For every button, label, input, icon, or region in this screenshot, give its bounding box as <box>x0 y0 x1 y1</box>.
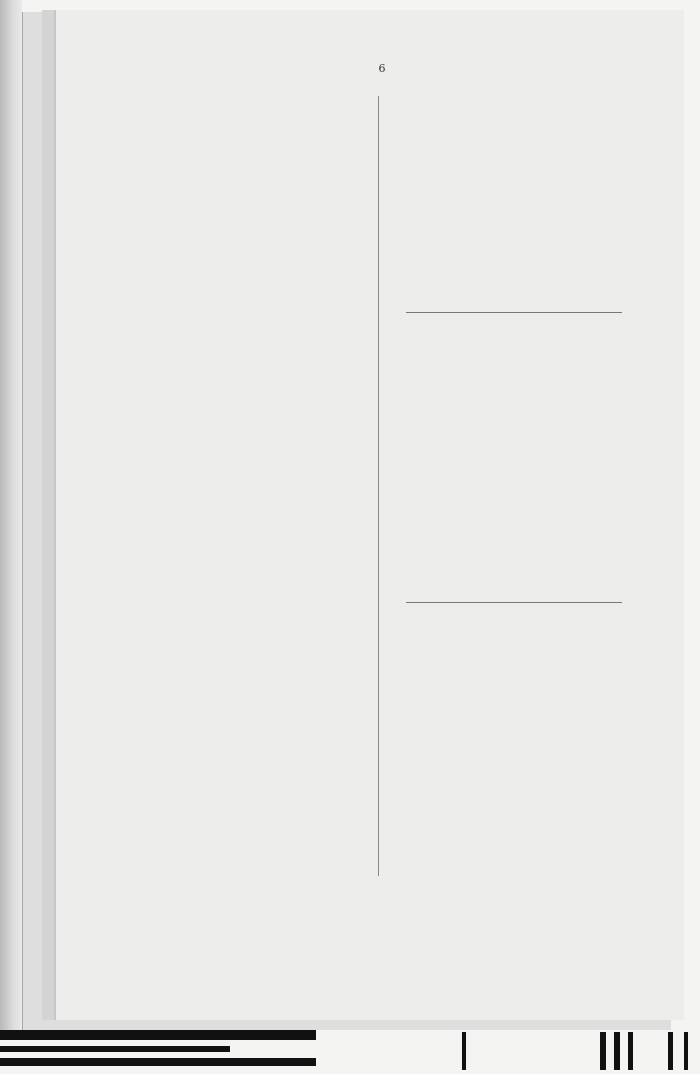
entry-rubles <box>570 191 602 199</box>
entry-kopecks <box>602 299 622 307</box>
scan-artifact <box>0 1030 316 1040</box>
entry-kopecks <box>602 427 622 435</box>
body-paragraph <box>135 160 375 168</box>
entry-kopecks <box>602 481 622 489</box>
entry-kopecks <box>602 272 622 280</box>
entry-rubles <box>570 245 602 253</box>
entry-kopecks <box>602 508 622 516</box>
scan-artifact <box>628 1032 633 1070</box>
entry-rubles <box>570 562 602 570</box>
ledger-entry <box>382 150 622 172</box>
report-subtitle <box>382 346 622 368</box>
entry-kopecks <box>602 400 622 408</box>
total-rule <box>406 602 622 603</box>
body-paragraph <box>135 107 375 115</box>
entry-rubles <box>570 535 602 543</box>
entry-kopecks <box>602 454 622 462</box>
scan-artifact <box>0 1046 230 1052</box>
scan-artifact <box>684 1032 688 1070</box>
entry-rubles <box>570 454 602 462</box>
ledger-entry <box>382 413 622 435</box>
entry-rubles <box>570 400 602 408</box>
body-paragraph <box>135 117 375 125</box>
body-paragraph <box>135 182 375 190</box>
report-heading <box>382 96 622 106</box>
left-text-column <box>135 96 375 886</box>
entry-rubles <box>570 427 602 435</box>
entry-rubles <box>570 272 602 280</box>
entry-rubles <box>570 508 602 516</box>
entry-rubles <box>570 589 602 597</box>
body-paragraph <box>135 96 375 104</box>
ledger-entry <box>382 494 622 516</box>
ledger-entry <box>382 177 622 199</box>
ledger-entry <box>382 386 622 408</box>
report-block <box>382 332 622 614</box>
entry-rubles <box>570 218 602 226</box>
scan-artifact <box>600 1032 606 1070</box>
ledger-entry <box>382 467 622 489</box>
entry-kopecks <box>602 164 622 172</box>
currency-header <box>382 374 622 382</box>
scan-artifact <box>0 1058 316 1066</box>
entry-kopecks <box>602 191 622 199</box>
ledger-entry <box>382 258 622 280</box>
entry-kopecks <box>602 562 622 570</box>
entry-rubles <box>570 299 602 307</box>
ledger-entry <box>382 548 622 570</box>
body-paragraph <box>135 149 375 157</box>
report-heading <box>382 332 622 342</box>
currency-header <box>382 138 622 146</box>
entry-description <box>382 386 570 408</box>
entry-kopecks <box>602 535 622 543</box>
column-divider <box>378 96 379 876</box>
page-number: 6 <box>378 62 386 75</box>
body-paragraph <box>135 139 375 147</box>
report-subtitle <box>382 110 622 132</box>
ledger-entry <box>382 440 622 462</box>
body-paragraph <box>135 171 375 179</box>
total-row <box>382 316 622 324</box>
entry-description <box>382 575 570 597</box>
ledger-entry <box>382 285 622 307</box>
body-paragraph <box>135 128 375 136</box>
entry-description <box>382 440 570 462</box>
entry-description <box>382 413 570 435</box>
entry-rubles <box>570 164 602 172</box>
entry-description <box>382 231 570 253</box>
entry-description <box>382 258 570 280</box>
entry-description <box>382 204 570 226</box>
ledger-entry <box>382 204 622 226</box>
scan-artifact <box>614 1032 620 1070</box>
entry-description <box>382 177 570 199</box>
right-report-column <box>382 96 622 886</box>
entry-kopecks <box>602 589 622 597</box>
entry-rubles <box>570 481 602 489</box>
ledger-entry <box>382 575 622 597</box>
entry-description <box>382 494 570 516</box>
entry-description <box>382 521 570 543</box>
total-rule <box>406 312 622 313</box>
entry-description <box>382 285 570 307</box>
scan-artifact <box>462 1032 466 1070</box>
entry-description <box>382 467 570 489</box>
ledger-entry <box>382 521 622 543</box>
ledger-entry <box>382 231 622 253</box>
entry-description <box>382 548 570 570</box>
report-block <box>382 96 622 324</box>
scanner-edge-shadow <box>0 0 22 1040</box>
scan-artifact <box>668 1032 673 1070</box>
entry-description <box>382 150 570 172</box>
entry-kopecks <box>602 218 622 226</box>
total-row <box>382 606 622 614</box>
entry-kopecks <box>602 245 622 253</box>
